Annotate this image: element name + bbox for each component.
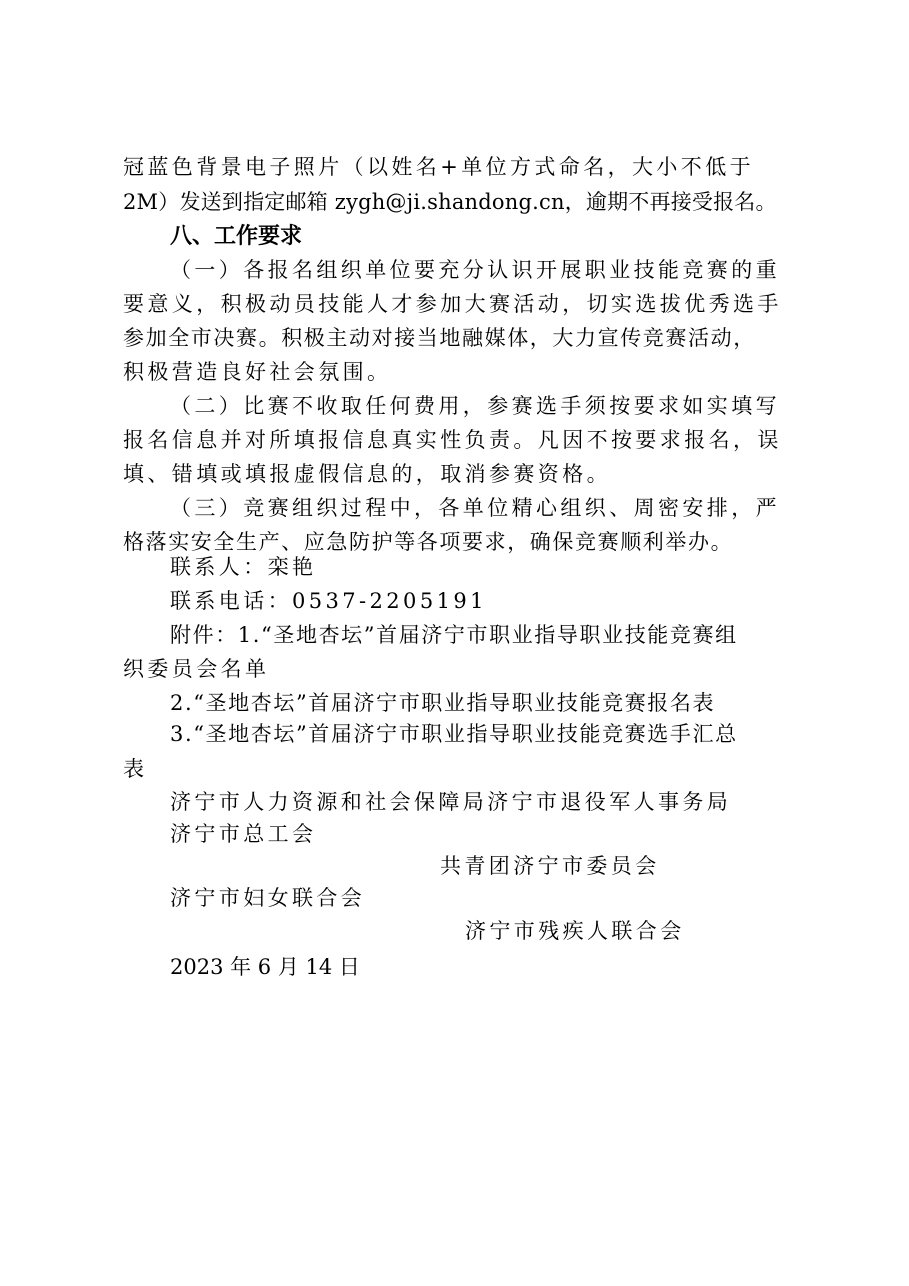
attachment-item: 3.“圣地杏坛”首届济宁市职业指导职业技能竞赛选手汇总 xyxy=(170,722,738,746)
attachment-item: 表 xyxy=(123,757,144,781)
issuing-organization: 济宁市妇女联合会 xyxy=(170,886,366,910)
issuing-organization: 共青团济宁市委员会 xyxy=(440,854,660,878)
paragraph-line: 积极营造良好社会氛围。 xyxy=(123,360,392,384)
paragraph-line: 参加全市决赛。积极主动对接当地融媒体，大力宣传竞赛活动， xyxy=(123,326,756,350)
paragraph-line: 要意义，积极动员技能人才参加大赛活动，切实选拔优秀选手 xyxy=(123,292,782,316)
attachment-item: 2.“圣地杏坛”首届济宁市职业指导职业技能竞赛报名表 xyxy=(170,691,716,715)
issuing-organization: 济宁市人力资源和社会保障局济宁市退役军人事务局 xyxy=(170,790,732,814)
contact-phone: 联系电话：0537-2205191 xyxy=(170,589,487,613)
paragraph-line: 冠蓝色背景电子照片（以姓名+单位方式命名，大小不低于 xyxy=(123,155,754,179)
contact-person: 联系人：栾艳 xyxy=(170,555,317,579)
paragraph-line: 报名信息并对所填报信息真实性负责。凡因不按要求报名，误 xyxy=(123,428,782,452)
paragraph-line: 2M）发送到指定邮箱 zygh@ji.shandong.cn，逾期不再接受报名。 xyxy=(123,190,777,214)
attachment-item: 附件：1.“圣地杏坛”首届济宁市职业指导职业技能竞赛组 xyxy=(170,623,738,647)
issuing-organization: 济宁市残疾人联合会 xyxy=(465,919,685,943)
issue-date: 2023 年 6 月 14 日 xyxy=(170,955,360,979)
paragraph-line: （一）各报名组织单位要充分认识开展职业技能竞赛的重 xyxy=(170,258,780,282)
paragraph-line: 填、错填或填报虚假信息的，取消参赛资格。 xyxy=(123,462,611,486)
paragraph-line: 格落实安全生产、应急防护等各项要求，确保竞赛顺利举办。 xyxy=(123,530,734,554)
section-heading: 八、工作要求 xyxy=(170,224,303,249)
issuing-organization: 济宁市总工会 xyxy=(170,822,317,846)
paragraph-line: （三）竞赛组织过程中，各单位精心组织、周密安排，严 xyxy=(170,496,780,520)
attachment-item: 织委员会名单 xyxy=(123,657,270,681)
paragraph-line: （二）比赛不收取任何费用，参赛选手须按要求如实填写 xyxy=(170,394,780,418)
